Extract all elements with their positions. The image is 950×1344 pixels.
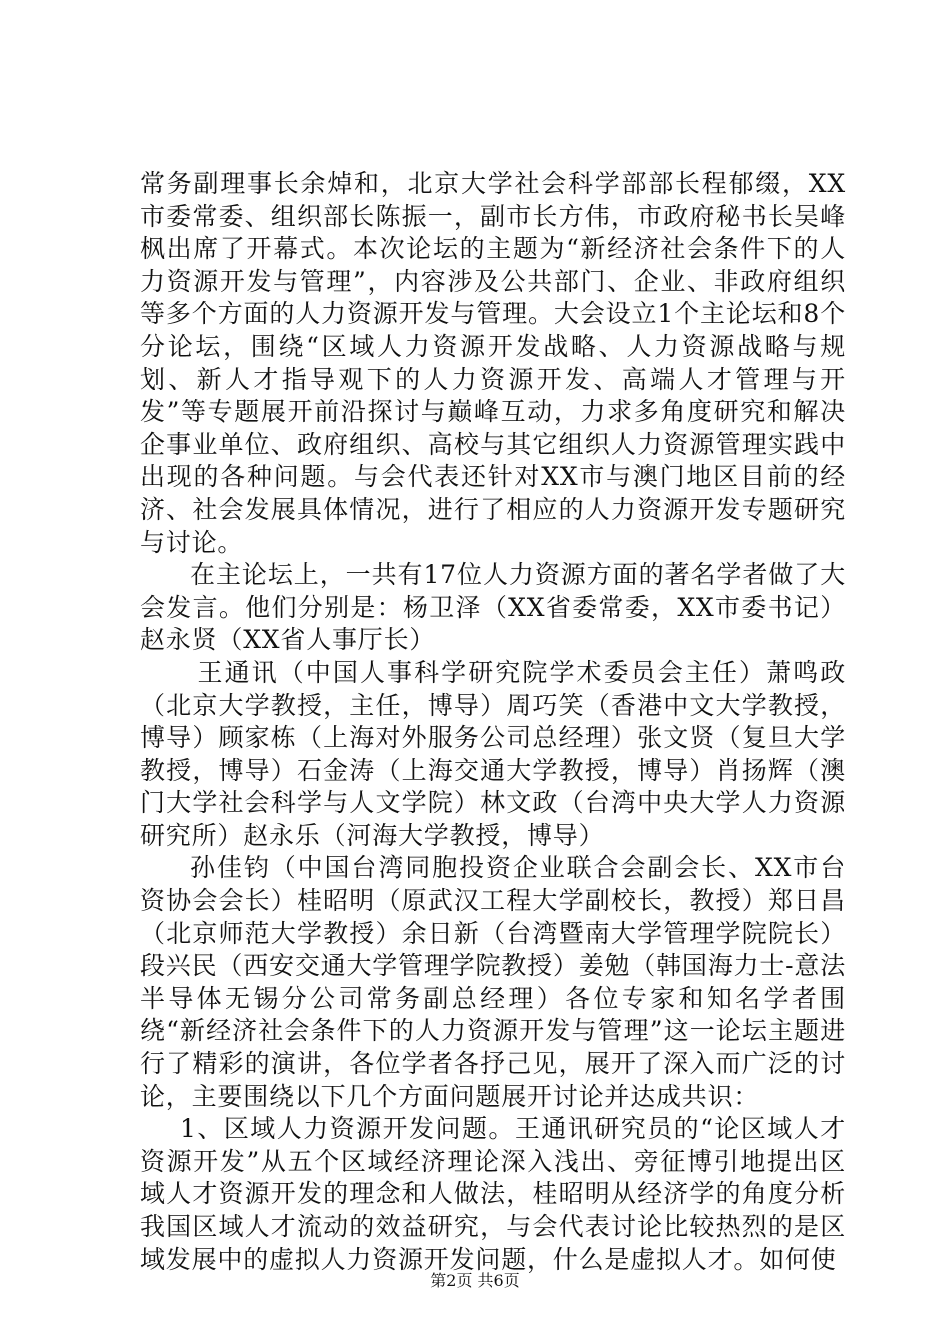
paragraph-speaker-list-1: 王通讯（中国人事科学研究院学术委员会主任）萧鸣政（北京大学教授，主任，博导）周巧笑（香港中文大学教授，博导）顾家栋（上海对外服务公司总经理）张文贤（复旦大学教授，博导）石金涛（上海交通大学教授，博导）肖扬辉（澳门大学社会科学与人文学院）林文政（台湾中央大学人力资源研究所）赵永乐（河海大学教授，博导） [140, 657, 846, 850]
document-body [140, 168, 846, 1276]
paragraph-opening-ceremony: 常务副理事长余焯和，北京大学社会科学部部长程郁缀，XX市委常委、组织部长陈振一，副市长方伟，市政府秘书长吴峰枫出席了开幕式。本次论坛的主题为“新经济社会条件下的人力资源开发与管理”，内容涉及公共部门、企业、非政府组织等多个方面的人力资源开发与管理。大会设立1个主论坛和8个分论坛，围绕“区域人力资源开发战略、人力资源战略与规划、新人才指导观下的人力资源开发、高端人才管理与开发”等专题展开前沿探讨与巅峰互动，力求多角度研究和解决企事业单位、政府组织、高校与其它组织人力资源管理实践中出现的各种问题。与会代表还针对XX市与澳门地区目前的经济、社会发展具体情况，进行了相应的人力资源开发专题研究与讨论。 [140, 169, 846, 557]
paragraph-topic-regional-hr: 1、区域人力资源开发问题。王通讯研究员的“论区域人才资源开发”从五个区域经济理论深入浅出、旁征博引地提出区域人才资源开发的理念和人做法，桂昭明从经济学的角度分析我国区域人才流动的效益研究，与会代表讨论比较热烈的是区域发展中的虚拟人力资源开发问题，什么是虚拟人才。如何使 [140, 1114, 846, 1274]
paragraph-speaker-list-2: 孙佳钧（中国台湾同胞投资企业联合会副会长、XX市台资协会会长）桂昭明（原武汉工程大学副校长，教授）郑日昌（北京师范大学教授）余日新（台湾暨南大学管理学院院长）段兴民（西安交通大学管理学院教授）姜勉（韩国海力士-意法半导体无锡分公司常务副总经理）各位专家和知名学者围绕“新经济社会条件下的人力资源开发与管理”这一论坛主题进行了精彩的演讲，各位学者各抒己见，展开了深入而广泛的讨论，主要围绕以下几个方面问题展开讨论并达成共识： [140, 853, 846, 1111]
page-number-footer: 第2页 共6页 [430, 1271, 520, 1290]
paragraph-main-forum-speakers: 在主论坛上，一共有17位人力资源方面的著名学者做了大会发言。他们分别是：杨卫泽（XX省委常委，XX市委书记）赵永贤（XX省人事厅长） [140, 560, 846, 655]
